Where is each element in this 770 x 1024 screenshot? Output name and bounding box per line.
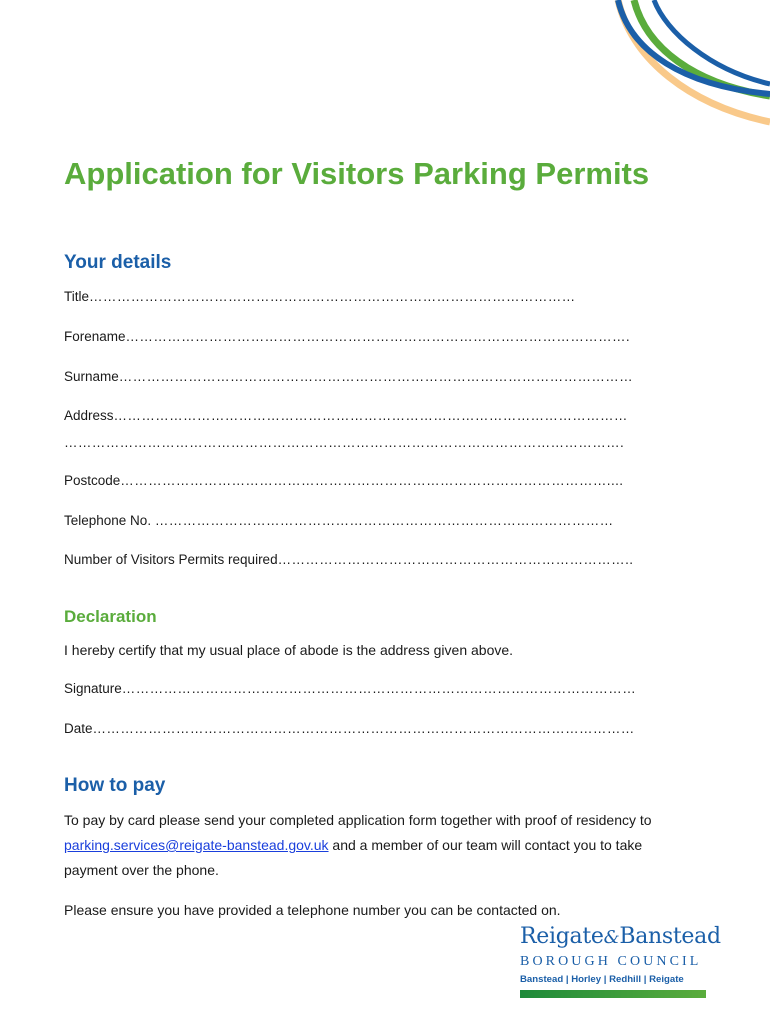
payment-instructions	[64, 808, 674, 883]
signature-field-label: Signature	[64, 681, 122, 696]
logo-name-part2: Banstead	[619, 924, 721, 949]
logo-wordmark	[520, 924, 721, 951]
payment-text-start: To pay by card please send your completed application form together with proof of residency to	[64, 812, 652, 828]
forename-field[interactable]	[64, 328, 706, 346]
telephone-field[interactable]	[64, 512, 706, 530]
your-details-heading: Your details	[64, 252, 172, 273]
telephone-field-dots: ………………………………………………………………………………………	[154, 513, 614, 528]
date-field[interactable]	[64, 720, 706, 738]
telephone-reminder: Please ensure you have provided a telephone number you can be contacted on.	[64, 902, 561, 918]
postcode-field[interactable]	[64, 472, 706, 490]
title-field[interactable]	[64, 288, 706, 306]
forename-field-dots: ……………………………………………………………………………………………….	[125, 329, 631, 344]
title-field-label: Title	[64, 289, 90, 304]
logo-name-part1: Reigate	[520, 924, 604, 949]
address-field-label: Address	[64, 408, 114, 423]
permits-required-label: Number of Visitors Permits required	[64, 552, 278, 567]
date-field-label: Date	[64, 721, 93, 736]
logo-ampersand: &	[603, 927, 620, 948]
payment-text-end: and a member of our team will contact you to take payment over the phone.	[64, 837, 643, 878]
address-field[interactable]	[64, 407, 706, 425]
title-field-dots: ……………………………………………………………………………………………	[89, 289, 576, 304]
surname-field-label: Surname	[64, 369, 119, 384]
signature-field[interactable]	[64, 680, 706, 698]
permits-required-dots: …………………………………………………………………..	[277, 552, 634, 567]
address-line-2-field[interactable]	[64, 434, 706, 452]
how-to-pay-heading: How to pay	[64, 775, 166, 796]
decorative-arcs	[610, 0, 770, 140]
date-field-dots: ………………………………………………………………………………………………………	[92, 721, 635, 736]
declaration-statement: I hereby certify that my usual place of abode is the address given above.	[64, 642, 514, 658]
council-logo	[520, 924, 721, 998]
forename-field-label: Forename	[64, 329, 126, 344]
address-line-2-dots: ………………………………………………………………………………………………………….	[64, 435, 625, 450]
declaration-heading: Declaration	[64, 607, 157, 626]
logo-towns: Banstead | Horley | Redhill | Reigate	[520, 974, 684, 985]
email-link[interactable]: parking.services@reigate-banstead.gov.uk	[64, 837, 329, 853]
logo-green-bar	[520, 990, 706, 998]
page-title: Application for Visitors Parking Permits	[64, 156, 650, 191]
permits-required-field[interactable]	[64, 551, 706, 569]
telephone-field-label: Telephone No.	[64, 513, 155, 528]
postcode-field-dots: ……………………………………………………………………………………………....	[120, 473, 624, 488]
surname-field-dots: …………………………………………………………………………………………………	[118, 369, 634, 384]
surname-field[interactable]	[64, 368, 706, 386]
logo-borough-council: BOROUGH COUNCIL	[520, 954, 702, 969]
address-field-dots: …………………………………………………………………………………………………	[113, 408, 628, 423]
signature-field-dots: …………………………………………………………………………………………………	[121, 681, 637, 696]
postcode-field-label: Postcode	[64, 473, 121, 488]
